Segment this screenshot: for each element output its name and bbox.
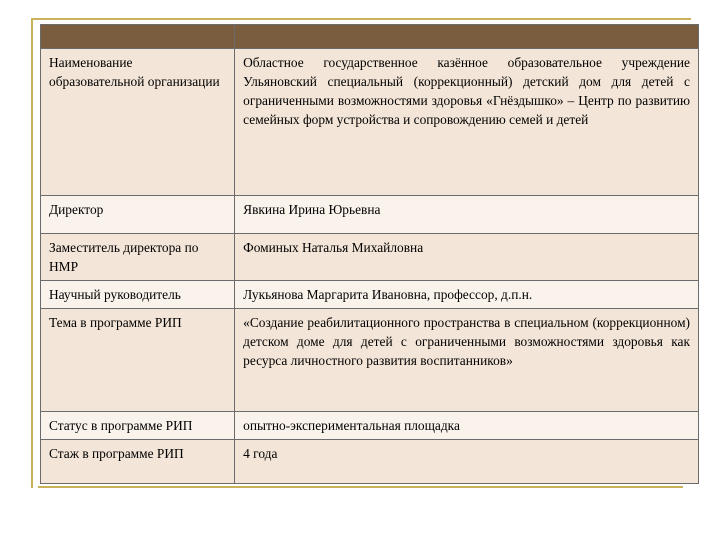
table-row [41, 309, 699, 412]
row-value: Явкина Ирина Юрьевна [235, 196, 699, 234]
row-label: Статус в программе РИП [41, 412, 235, 440]
row-value: Лукьянова Маргарита Ивановна, профессор, д.п.н. [235, 281, 699, 309]
table-row [41, 281, 699, 309]
row-label: Директор [41, 196, 235, 234]
row-label: Заместитель директора по НМР [41, 234, 235, 281]
header-cell-value [235, 25, 699, 49]
row-value: Фоминых Наталья Михайловна [235, 234, 699, 281]
table-row [41, 412, 699, 440]
table-row [41, 196, 699, 234]
header-cell-label [41, 25, 235, 49]
row-label: Тема в программе РИП [41, 309, 235, 412]
table-header-row [41, 25, 699, 49]
table-row [41, 49, 699, 196]
row-value: «Создание реабилитационного пространства в специальном (коррекционном) детском доме для детей с ограниченными возможностями здоровья как ресурса личностного развития воспитанников» [235, 309, 699, 412]
row-label: Наименование образовательной организации [41, 49, 235, 196]
row-value: Областное государственное казённое образовательное учреждение Ульяновский специальный (коррекционный) детский дом для детей с ограниченными возможностями здоровья «Гнёздышко» – Центр по развитию семейных форм устройства и сопровождению семей и детей [235, 49, 699, 196]
table-row [41, 440, 699, 484]
row-value: опытно-экспериментальная площадка [235, 412, 699, 440]
row-label: Стаж в программе РИП [41, 440, 235, 484]
table-row [41, 234, 699, 281]
decorative-bottom-line [38, 486, 683, 488]
organization-info-table [40, 24, 699, 484]
row-label: Научный руководитель [41, 281, 235, 309]
row-value: 4 года [235, 440, 699, 484]
decorative-top-line [31, 18, 691, 20]
decorative-left-line [31, 18, 33, 488]
